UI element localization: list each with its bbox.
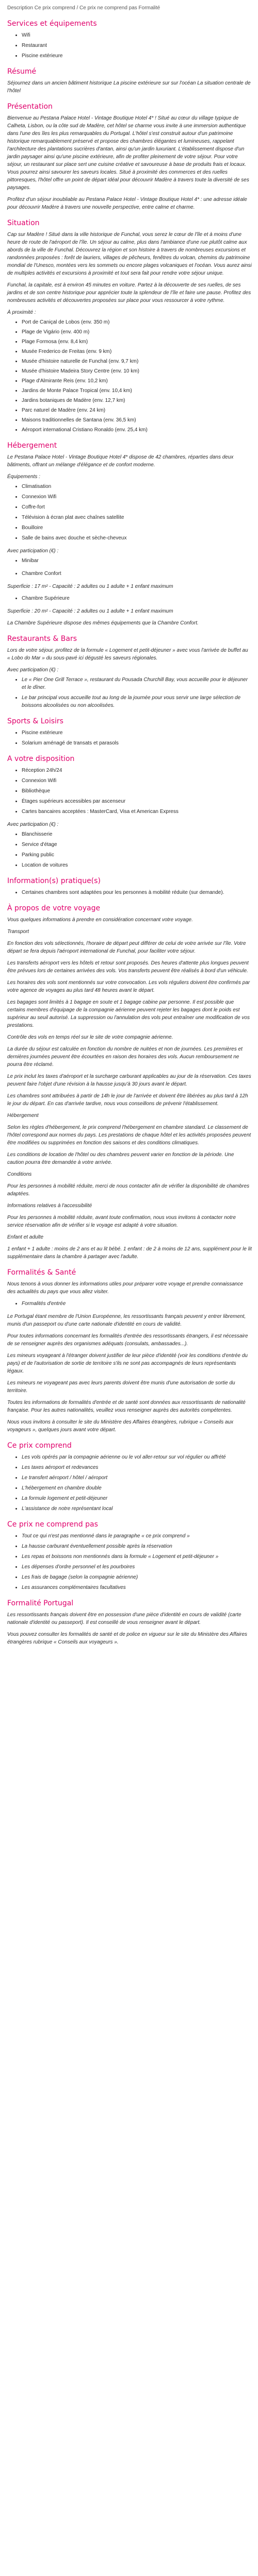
apropos-paragraph: En fonction des vols sélectionnés, l'horaire de départ peut différer de celui de votre arrivée sur l'île. Votre départ se fera depuis l'aéroport international de Funchal, pour faciliter votre séjour. [7,941,246,954]
list-item: • Parc naturel de Madère (env. 24 km) [22,406,252,414]
list-item: • Le bar principal vous accueille tout au long de la journée pour vous servir une large sélection de boissons alcoolisées ou non alcoolisées. [22,694,252,709]
formalites-paragraph: Nous vous invitons à consulter le site du Ministère des Affaires étrangères, rubrique « Conseils aux voyageurs », quelques jours avant votre départ. [7,1419,234,1433]
equipment-list [7,483,252,542]
list-item: • Les dépenses d'ordre personnel et les pourboires [22,1563,252,1571]
list-item: • Piscine extérieure [22,729,252,737]
list-item: • Connexion Wifi [22,777,252,785]
situation-paragraph: Cap sur Madère ! Situé dans la ville historique de Funchal, vous serez le cœur de l'île et à moins d'une heure de route de l'aéroport de l'île. Un séjour au calme, plus dans l'ambiance d'une rue plutôt calme aux abords de la ville de Funchal. Découvrez la région et son histoire à travers de nombreuses excursions et randonnées proposées : forêt de lauriers, villages de pêcheurs, fenêtres du volcan, chemins du patrimoine mondial de l'Unesco, montées vers les sommets ou encore plages volcaniques et l'océan. Vous aurez ainsi de multiples activités et excursions à proximité et tout sera fait pour rendre votre séjour unique. [7,232,252,276]
list-item: • Parking public [22,851,252,859]
comprend-title: Ce prix comprend [7,1442,72,1450]
formalite-paragraph: Les ressortissants français doivent être en possession d'une pièce d'identité en cours de validité (carte nationale d'identité ou passeport). Il est conseillé de vous renseigner avant le départ. [7,1612,241,1625]
list-item: • Bibliothèque [22,787,252,795]
room-superieure [7,595,252,602]
sports-title: Sports & Loisirs [7,717,63,725]
section-situation [7,218,252,434]
disposition-title: A votre disposition [7,755,75,763]
room-description: Superficie : 17 m² - Capacité : 2 adultes ou 1 adulte + 1 enfant maximum [7,584,173,589]
proximity-label: À proximité : [7,310,36,315]
formalites-title: Formalités & Santé [7,1268,76,1277]
list-item: • Aéroport international Cristiano Ronaldo (env. 25,4 km) [22,426,252,434]
list-item: • Plage Formosa (env. 8,4 km) [22,338,252,346]
proximity-list [7,318,252,434]
apropos-paragraph: Conditions [7,1172,32,1177]
formalites-paragraph: Les mineurs voyageant à l'étranger doivent justifier de leur pièce d'identité (voir les conditions d'entrée du pays) et de l'autorisation de sortie de territoire s'ils ne sont pas accompagnés de leurs représentants légaux. [7,1353,248,1374]
apropos-paragraph: Les bagages sont limités à 1 bagage en soute et 1 bagage cabine par personne. Il est possible que certains membres d'équipage de la compagnie aérienne peuvent rejeter les bagages dont le poids est supérieur au seuil autorisé. La suppression ou l'annulation des vols peut entraîner une modification de vos prestations. [7,999,250,1028]
list-item: • Wifi [22,31,252,39]
formalites-paragraph: Le Portugal étant membre de l'Union Européenne, les ressortissants français peuvent y entrer librement, munis d'un passeport ou d'une carte nationale d'identité en cours de validité. [7,1314,246,1327]
list-item: • Certaines chambres sont adaptées pour les personnes à mobilité réduite (sur demande). [22,889,252,896]
restaurants-paid-label: Avec participation (€) : [7,667,59,673]
apropos-paragraph: Les transferts aéroport vers les hôtels et retour sont proposés. Des heures d'attente plus longues peuvent être prévues lors de certaines arrivées des vols. Vos transferts peuvent être réalisés à bord d'un véhicule. [7,960,249,974]
list-item: • Salle de bains avec douche et sèche-cheveux [22,534,252,542]
list-item: • Piscine extérieure [22,52,252,60]
room-name: • Chambre Supérieure [22,595,252,602]
restaurants-title: Restaurants & Bars [7,635,77,643]
restaurants-paragraph: Lors de votre séjour, profitez de la formule « Logement et petit-déjeuner » avec vous l'arrivée de buffet au « Lobo do Mar » du sous-pavé ici dégusté les saveurs régionales. [7,648,248,661]
apropos-paragraph: Pour les personnes à mobilité réduite, avant toute confirmation, nous vous invitons à contacter notre service réservation afin de vérifier si le voyage est adapté à votre situation. [7,1215,236,1228]
list-item: • Musée Frederico de Freitas (env. 9 km) [22,348,252,355]
list-item: • Jardins botaniques de Madère (env. 12,7 km) [22,397,252,404]
list-item: • Jardins de Monte Palace Tropical (env. 10,4 km) [22,387,252,395]
apropos-paragraph: Hébergement [7,1113,39,1118]
list-item: • L'assistance de notre représentant local [22,1505,252,1513]
list-item: • L'hébergement en chambre double [22,1484,252,1492]
list-item: • Service d'étage [22,841,252,849]
list-item: • Cartes bancaires acceptées : MasterCard, Visa et American Express [22,808,252,816]
list-item: • Le « Pier One Grill Terrace », restaurant du Pousada Churchill Bay, vous accueille pour le déjeuner et le dîner. [22,676,252,691]
disposition-list [7,767,252,816]
section-hebergement [7,441,252,627]
formalites-intro: Nous tenons à vous donner les informations utiles pour préparer votre voyage et prendre connaissance des actualités du pays que vous allez visiter. [7,1281,243,1295]
formalites-paragraph: Les mineurs ne voyageant pas avec leurs parents doivent être munis d'une autorisation de sortie du territoire. [7,1380,235,1394]
list-item: • Bouilloire [22,524,252,532]
restaurants-list [7,676,252,709]
formalites-paragraph: Toutes les informations de formalités d'entrée et de santé sont données aux ressortissants de nationalité française. Pour les autres nationalités, veuillez vous renseigner auprès des autorités compétentes. [7,1400,246,1413]
list-item: • Le transfert aéroport / hôtel / aéroport [22,1474,252,1482]
section-ne-comprend [7,1520,252,1591]
presentation-paragraph: Bienvenue au Pestana Palace Hotel - Vintage Boutique Hotel 4* ! Situé au cœur du village typique de Calheta, Lisbon, ou la côte sud de Madère, cet hôtel se charme vous invite à une immersion authentique dans l'une des îles les plus remarquables du Portugal. L'hôtel s'est construit autour d'un patrimoine historique remarquablement préservé et propose des chambres élégantes et lumineuses, rappelant l'architecture des plantations sucrières d'antan, ainsi qu'un jardin luxuriant. L'établissement dispose d'un jardin paysager ainsi qu'une piscine extérieure, afin de profiter pleinement de votre séjour. Pour votre séjour, un restaurant sur place sert une cuisine créative et savoureuse à base de produits frais et locaux. Vous pourrez ainsi savourer les saveurs locales. Situé à proximité des commerces et des ruelles pittoresques, l'hôtel offre un point de départ idéal pour découvrir Madère à travers toute la diversité de ses paysages. [7,115,249,191]
services-list [7,31,252,60]
apropos-paragraph: 1 enfant + 1 adulte : moins de 2 ans et au lit bébé. 1 enfant : de 2 à moins de 12 ans, supplément pour le lit supplémentaire dans la chambre à partager avec l'adulte. [7,1246,252,1260]
apropos-paragraph: Les conditions de location de l'hôtel ou des chambres peuvent varier en fonction de la période. Une caution pourra être demandée à votre arrivée. [7,1152,234,1165]
list-item: • Solarium aménagé de transats et parasols [22,739,252,747]
apropos-title: À propos de votre voyage [7,904,101,912]
list-item: • Blanchisserie [22,831,252,838]
section-services [7,19,252,60]
apropos-paragraph: Les horaires des vols sont mentionnés sur votre convocation. Les vols réguliers doivent être confirmés par votre agence de voyages au plus tard 48 heures avant le départ. [7,980,250,993]
list-item: • Les taxes aéroport et redevances [22,1464,252,1471]
list-item: • Télévision à écran plat avec chaînes satellite [22,514,252,521]
section-comprend [7,1441,252,1513]
list-item: • Maisons traditionnelles de Santana (env. 36,5 km) [22,416,252,424]
list-item: • Climatisation [22,483,252,490]
list-item: • Port de Caniçal de Lobos (env. 350 m) [22,318,252,326]
list-item: • Étages supérieurs accessibles par ascenseur [22,798,252,805]
list-item: • Location de voitures [22,861,252,869]
equipment-label: Équipements : [7,474,40,480]
apropos-paragraph: La durée du séjour est calculée en fonction du nombre de nuitées et non de journées. Les premières et dernières journées peuvent être écourtées en raison des horaires des vols. Aucun remboursement ne pourra être réclamé. [7,1046,243,1067]
formalites-list [7,1300,252,1308]
room-name: • Chambre Confort [22,570,252,578]
list-item: • Formalités d'entrée [22,1300,252,1308]
room-confort [7,570,252,578]
ne-comprend-title: Ce prix ne comprend pas [7,1520,98,1529]
paid-extras-label: Avec participation (€) : [7,548,59,554]
services-title: Services et équipements [7,20,97,28]
infos-title: Information(s) pratique(s) [7,877,101,885]
list-item: • Plage de Vigário (env. 400 m) [22,328,252,336]
apropos-paragraph: Pour les personnes à mobilité réduite, merci de nous contacter afin de vérifier la disponibilité de chambres adaptées. [7,1183,250,1197]
list-item: • Connexion Wifi [22,493,252,501]
disposition-paid-list [7,831,252,869]
section-restaurants [7,634,252,709]
presentation-title: Présentation [7,103,53,111]
list-item: • Restaurant [22,42,252,49]
infos-list [7,889,252,896]
room-description: Superficie : 20 m² - Capacité : 2 adultes ou 1 adulte + 1 enfant maximum [7,608,173,614]
section-formalites [7,1268,252,1434]
list-item: • La formule logement et petit-déjeuner [22,1495,252,1502]
apropos-paragraph: Transport [7,929,29,935]
hebergement-paragraph: Le Pestana Palace Hotel - Vintage Boutique Hotel 4* dispose de 42 chambres, réparties dans deux bâtiments, offrant un mélange d'élégance et de confort moderne. [7,454,234,468]
apropos-paragraph: Contrôle des vols en temps réel sur le site de votre compagnie aérienne. [7,1035,173,1040]
top-nav-line: Description Ce prix comprend / Ce prix ne comprend pas Formalité [7,5,160,11]
apropos-paragraph: Informations relatives à l'accessibilité [7,1203,92,1209]
apropos-paragraph: Les chambres sont attribuées à partir de 14h le jour de l'arrivée et doivent être libérées au plus tard à 12h le jour du départ. En cas d'arrivée tardive, nous vous conseillons de prévenir l'établissement. [7,1093,248,1107]
section-apropos [7,904,252,1261]
formalite-title: Formalité Portugal [7,1599,74,1607]
apropos-paragraph: Selon les règles d'hébergement, le prix comprend l'hébergement en chambre standard. Le classement de l'hôtel correspond aux normes du pays. Les prestations de chaque hôtel et les activités proposées peuvent être modifiées ou supprimées en fonction des saisons et des conditions climatiques. [7,1125,251,1146]
ne-comprend-list [7,1532,252,1591]
apropos-paragraph: Le prix inclut les taxes d'aéroport et la surcharge carburant applicables au jour de la réservation. Ces taxes peuvent faire l'objet d'une révision à la hausse jusqu'à 30 jours avant le départ. [7,1074,251,1087]
section-disposition [7,754,252,869]
apropos-intro: Vous quelques informations à prendre en considération concernant votre voyage. [7,917,193,923]
apropos-paragraph: Enfant et adulte [7,1234,44,1240]
list-item: • Les frais de bagage (selon la compagnie aérienne) [22,1573,252,1581]
list-item: • Coffre-fort [22,503,252,511]
presentation-paragraph: Profitez d'un séjour inoubliable au Pestana Palace Hotel - Vintage Boutique Hotel 4* : une adresse idéale pour découvrir Madère à travers une nouvelle perspective, entre calme et charme. [7,197,247,210]
list-item: • La hausse carburant éventuellement possible après la réservation [22,1543,252,1550]
formalite-paragraph: Vous pouvez consulter les formalités de santé et de police en vigueur sur le site du Ministère des Affaires étrangères rubrique « Conseils aux voyageurs ». [7,1632,248,1645]
list-item: • Tout ce qui n'est pas mentionné dans le paragraphe « ce prix comprend » [22,1532,252,1540]
hebergement-title: Hébergement [7,442,57,450]
formalites-paragraph: Pour toutes informations concernant les formalités d'entrée des ressortissants étrangers, il est nécessaire de se renseigner auprès des organismes adéquats (consulats, ambassades...). [7,1333,248,1347]
comprend-list [7,1453,252,1513]
disposition-paid-label: Avec participation (€) : [7,822,59,827]
section-infos [7,876,252,896]
section-formalite-portugal [7,1599,252,1646]
paid-extras-list [7,557,252,565]
list-item: • Minibar [22,557,252,565]
list-item: • Les assurances complémentaires facultatives [22,1584,252,1591]
section-sports [7,717,252,747]
resume-text: Séjournez dans un ancien bâtiment historique La piscine extérieure sur sur l'océan La situation centrale de l'hôtel [7,80,251,94]
list-item: • Les repas et boissons non mentionnés dans la formule « Logement et petit-déjeuner » [22,1553,252,1561]
list-item: • Réception 24h/24 [22,767,252,774]
situation-title: Situation [7,219,40,227]
resume-title: Résumé [7,67,37,76]
situation-paragraph: Funchal, la capitale, est à environ 45 minutes en voiture. Partez à la découverte de ses ruelles, de ses jardins et de son centre historique pour apprécier toute la splendeur de l'île et faire une pause. Profitez des nombreuses activités et découvertes proposées sur place pour vous ressourcer à votre rythme. [7,282,251,303]
room-note: La Chambre Supérieure dispose des mêmes équipements que la Chambre Confort. [7,620,199,626]
list-item: • Les vols opérés par la compagnie aérienne ou le vol aller-retour sur vol régulier ou affrété [22,1453,252,1461]
sports-list [7,729,252,747]
section-resume [7,67,252,95]
list-item: • Plage d'Almirante Reis (env. 10,2 km) [22,377,252,385]
section-presentation [7,102,252,211]
list-item: • Musée d'histoire naturelle de Funchal (env. 9,7 km) [22,358,252,365]
list-item: • Musée d'histoire Madeira Story Centre (env. 10 km) [22,367,252,375]
